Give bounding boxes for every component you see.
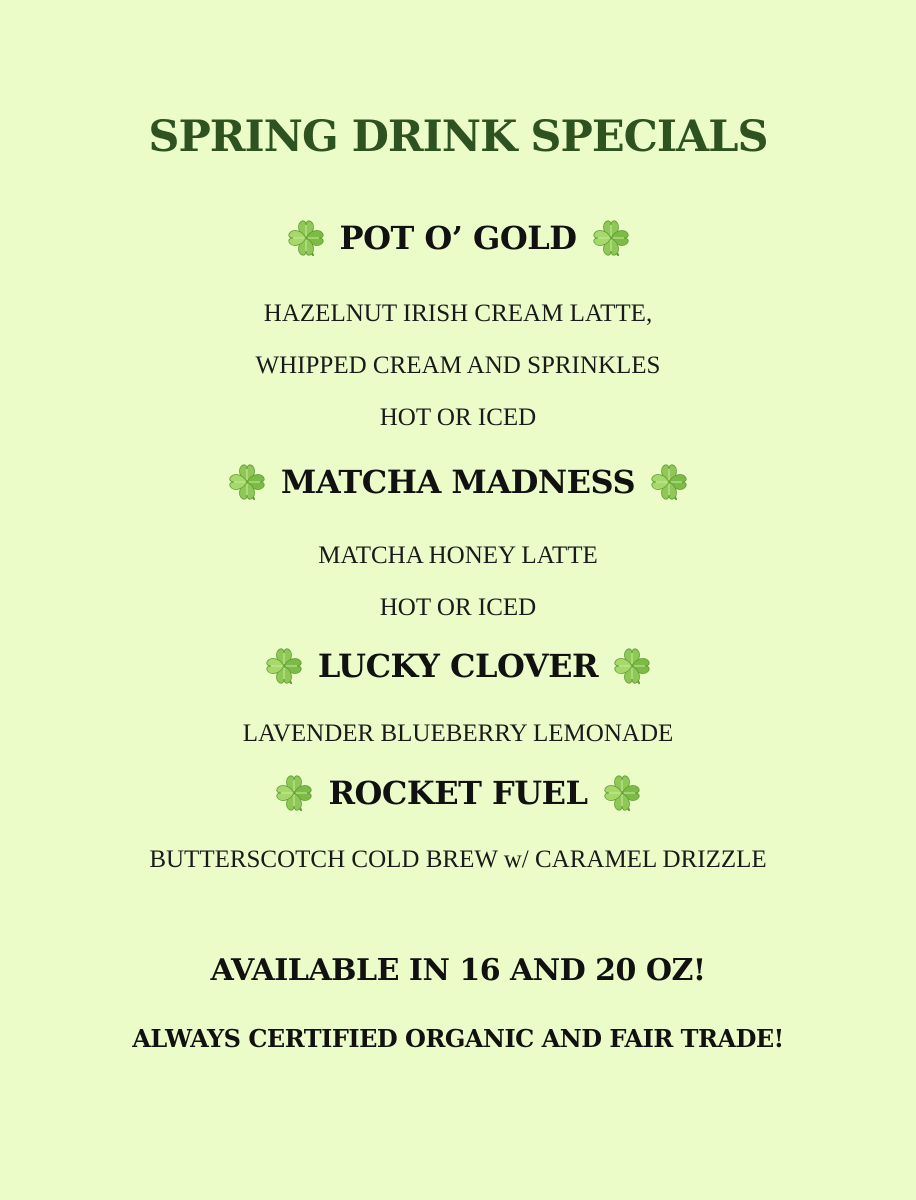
drink-description: HAZELNUT IRISH CREAM LATTE, — [263, 300, 653, 327]
four-leaf-clover-icon — [286, 218, 326, 258]
drink-heading-rocket-fuel — [0, 773, 916, 813]
four-leaf-clover-icon — [649, 462, 689, 502]
drink-heading-pot-o-gold — [0, 218, 916, 258]
four-leaf-clover-icon — [612, 646, 652, 686]
size-availability-note: AVAILABLE IN 16 AND 20 OZ! — [210, 953, 706, 988]
drink-name: POT O’ GOLD — [339, 219, 577, 257]
four-leaf-clover-icon — [591, 218, 631, 258]
drink-name: LUCKY CLOVER — [317, 647, 599, 685]
drink-name: MATCHA MADNESS — [280, 463, 636, 501]
four-leaf-clover-icon — [602, 773, 642, 813]
drink-description: LAVENDER BLUEBERRY LEMONADE — [242, 720, 674, 747]
drink-name: ROCKET FUEL — [328, 774, 588, 812]
four-leaf-clover-icon — [227, 462, 267, 502]
drink-description: HOT OR ICED — [379, 594, 537, 621]
drink-description: BUTTERSCOTCH COLD BREW w/ CARAMEL DRIZZLE — [149, 846, 767, 873]
drink-description: WHIPPED CREAM AND SPRINKLES — [255, 352, 661, 379]
drink-description: HOT OR ICED — [379, 404, 537, 431]
certification-note: ALWAYS CERTIFIED ORGANIC AND FAIR TRADE! — [132, 1024, 784, 1053]
four-leaf-clover-icon — [264, 646, 304, 686]
four-leaf-clover-icon — [274, 773, 314, 813]
drink-heading-matcha-madness — [0, 462, 916, 502]
page-title: SPRING DRINK SPECIALS — [148, 112, 768, 162]
drink-description: MATCHA HONEY LATTE — [318, 542, 598, 569]
drink-heading-lucky-clover — [0, 646, 916, 686]
